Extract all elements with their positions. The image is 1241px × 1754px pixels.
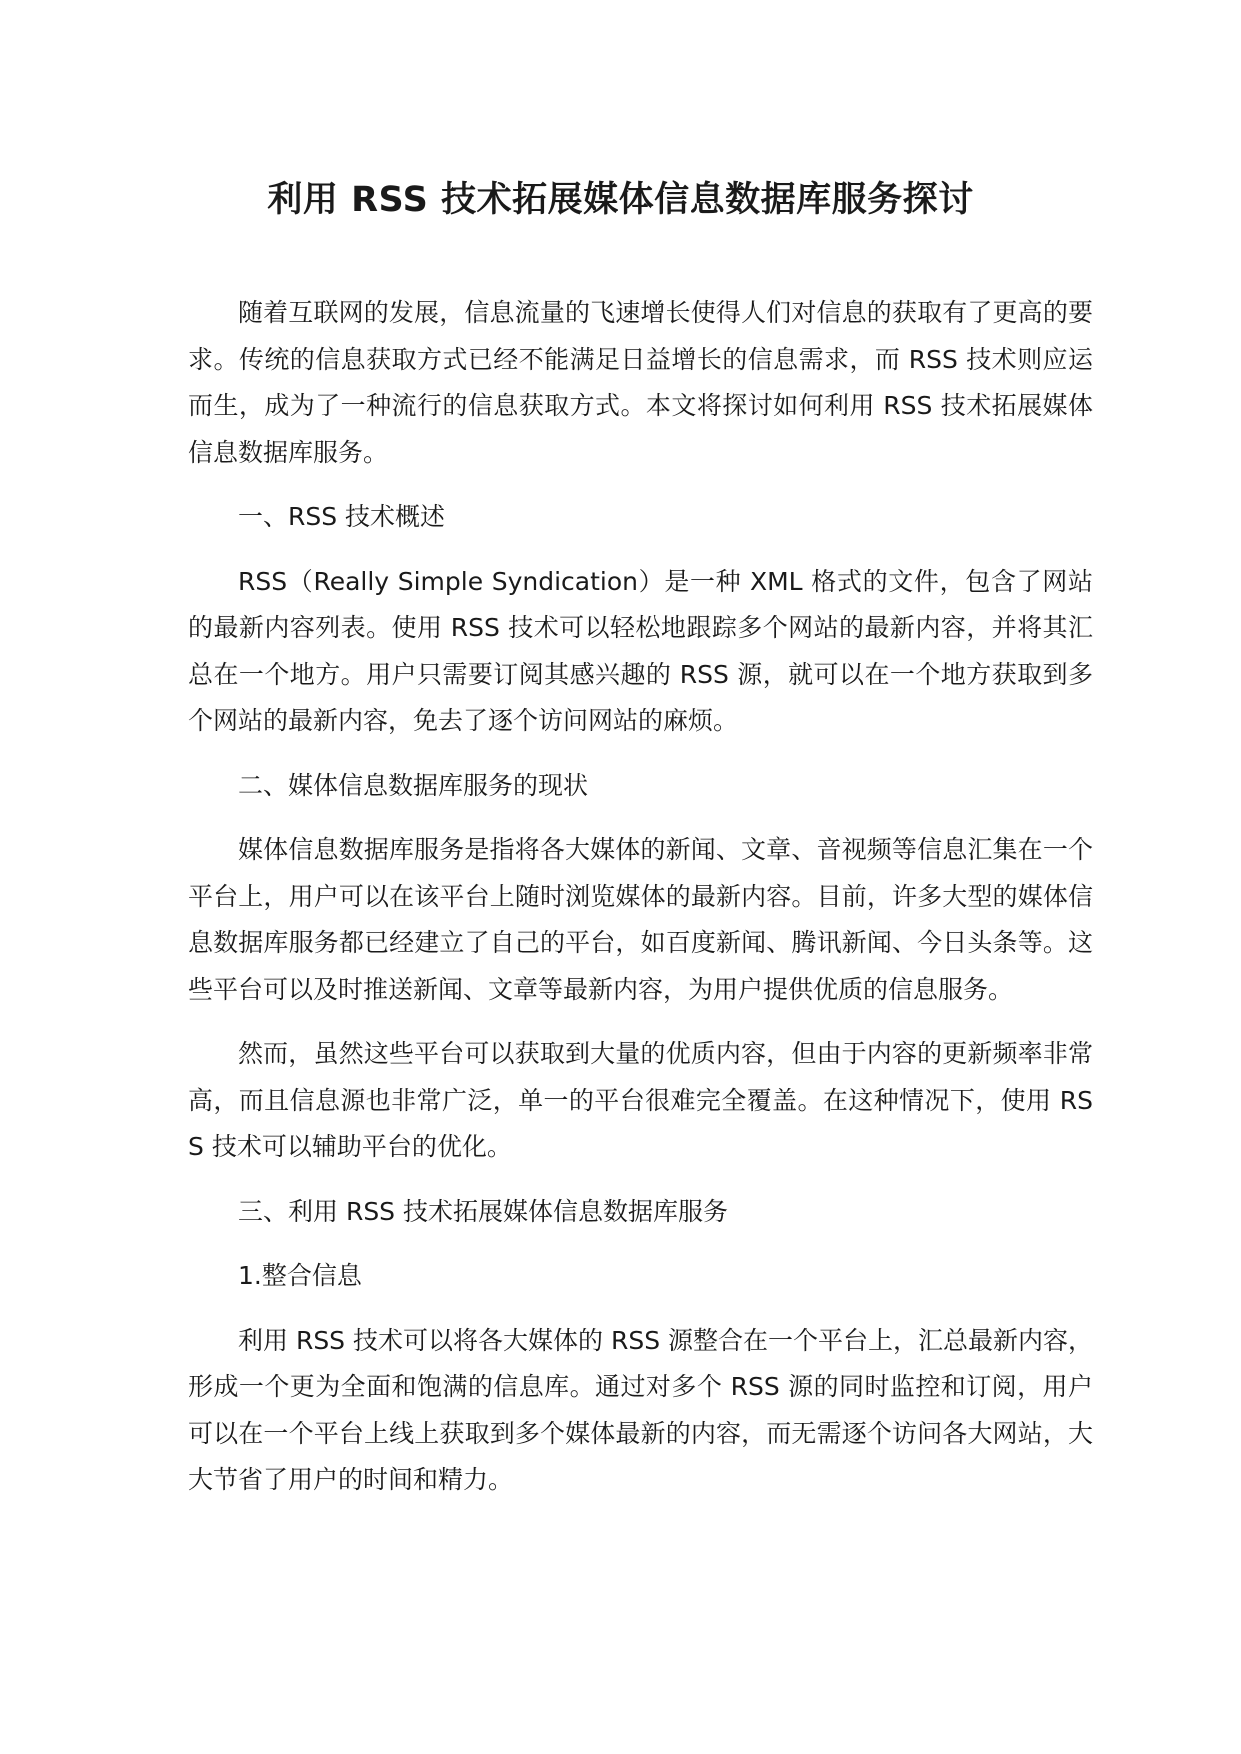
paragraph-media-limits: 然而，虽然这些平台可以获取到大量的优质内容，但由于内容的更新频率非常高，而且信息源也非常广泛，单一的平台很难完全覆盖。在这种情况下，使用 RSS 技术可以辅助平台的优化。: [188, 1039, 1093, 1161]
paragraph-rss-overview: RSS（Really Simple Syndication）是一种 XML 格式的文件，包含了网站的最新内容列表。使用 RSS 技术可以轻松地跟踪多个网站的最新内容，并将其汇总在一个地方。用户只需要订阅其感兴趣的 RSS 源，就可以在一个地方获取到多个网站的最新内容，免去了逐个访问网站的麻烦。: [188, 566, 1093, 735]
subsection-heading-1: 1.整合信息: [238, 1261, 362, 1290]
paragraph-intro: 随着互联网的发展，信息流量的飞速增长使得人们对信息的获取有了更高的要求。传统的信息获取方式已经不能满足日益增长的信息需求，而 RSS 技术则应运而生，成为了一种流行的信息获取方式。本文将探讨如何利用 RSS 技术拓展媒体信息数据库服务。: [188, 298, 1093, 467]
document-body: [188, 290, 1093, 1522]
paragraph-media-status: 媒体信息数据库服务是指将各大媒体的新闻、文章、音视频等信息汇集在一个平台上，用户可以在该平台上随时浏览媒体的最新内容。目前，许多大型的媒体信息数据库服务都已经建立了自己的平台，如百度新闻、腾讯新闻、今日头条等。这些平台可以及时推送新闻、文章等最新内容，为用户提供优质的信息服务。: [188, 835, 1093, 1004]
section-heading-3: 三、利用 RSS 技术拓展媒体信息数据库服务: [238, 1196, 729, 1226]
paragraph-integrate-info: 利用 RSS 技术可以将各大媒体的 RSS 源整合在一个平台上，汇总最新内容，形成一个更为全面和饱满的信息库。通过对多个 RSS 源的同时监控和订阅，用户可以在一个平台上线上获取到多个媒体最新的内容，而无需逐个访问各大网站，大大节省了用户的时间和精力。: [188, 1325, 1094, 1494]
section-heading-1: 一、RSS 技术概述: [238, 502, 446, 531]
section-heading-2: 二、媒体信息数据库服务的现状: [238, 770, 589, 800]
document-title: 利用 RSS 技术拓展媒体信息数据库服务探讨: [267, 180, 974, 220]
